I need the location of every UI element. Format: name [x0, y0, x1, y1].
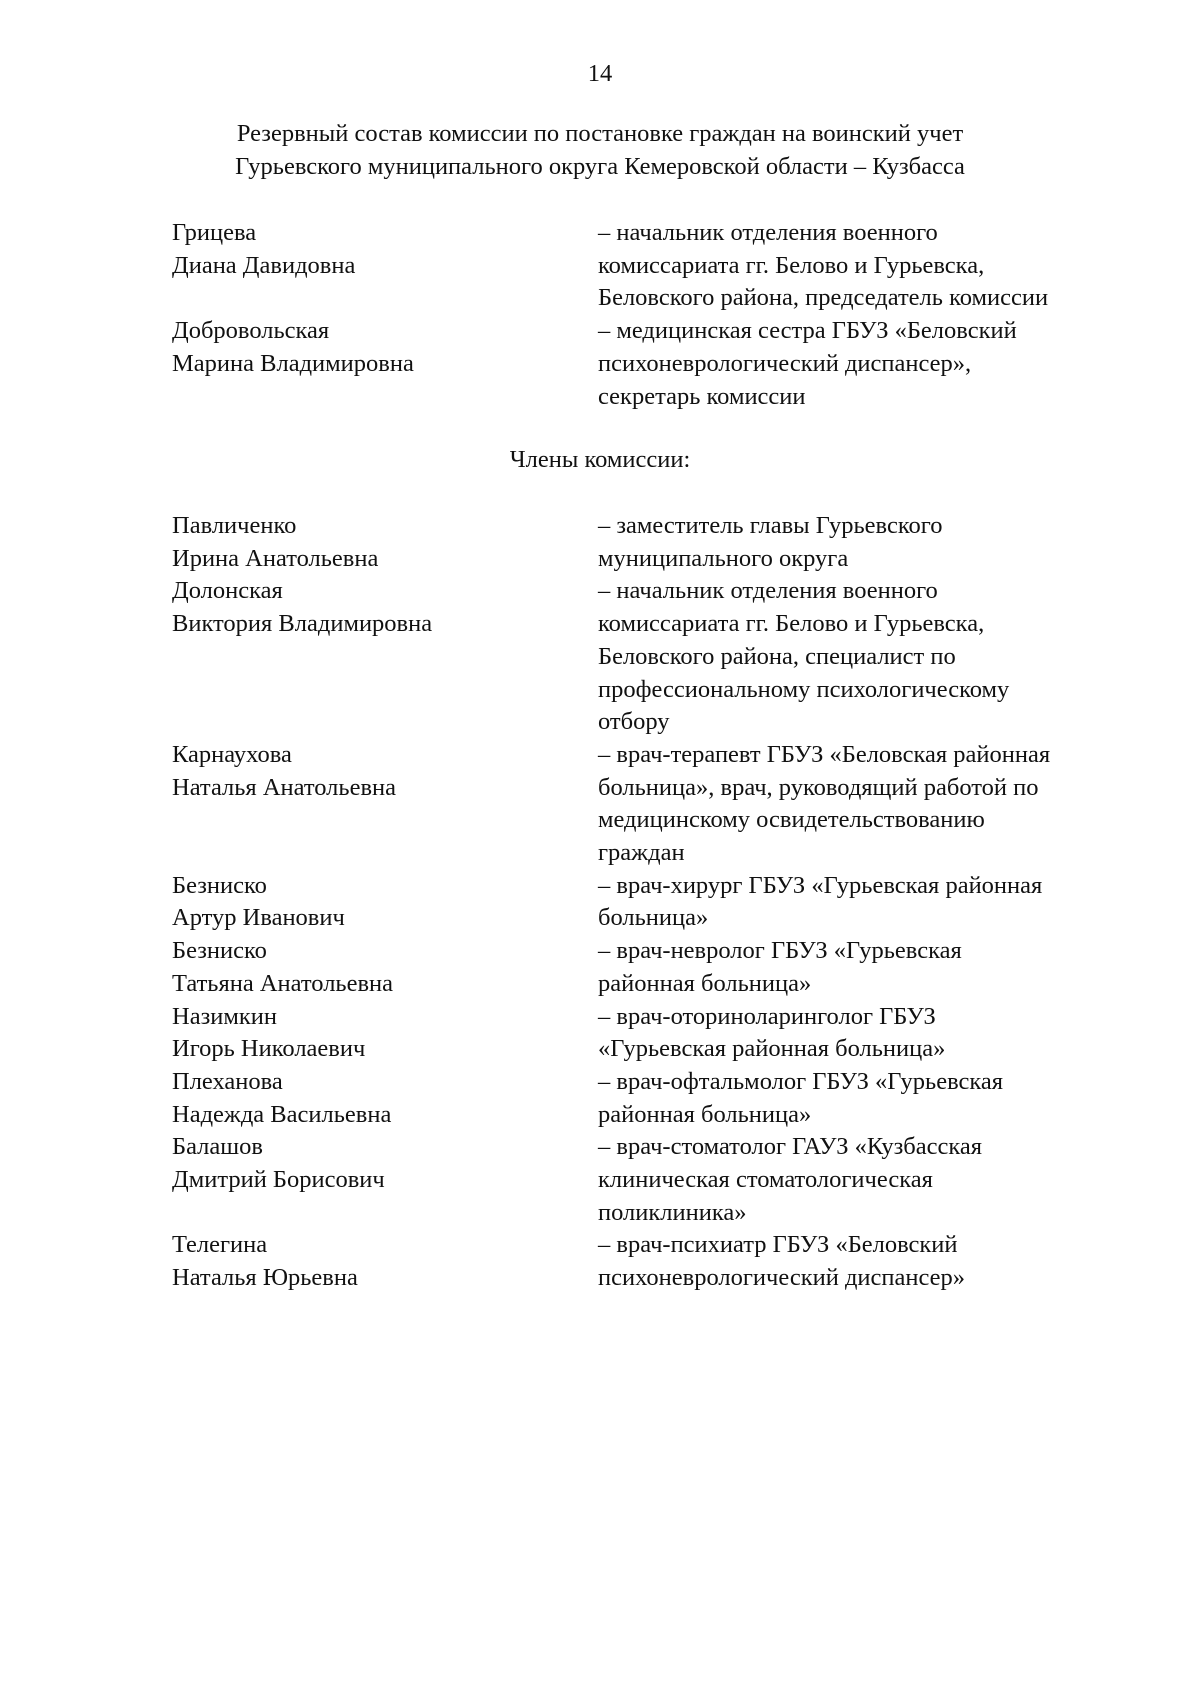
page-number: 14	[587, 60, 613, 87]
person-role	[598, 739, 1158, 870]
role-line: секретарь комиссии	[598, 382, 806, 410]
person-entry	[0, 1001, 1200, 1066]
role-line: муниципального округа	[598, 544, 849, 572]
person-given-name: Татьяна Анатольевна	[172, 969, 394, 997]
role-line: – врач-офтальмолог ГБУЗ «Гурьевская	[598, 1067, 1004, 1095]
person-given-name: Наталья Юрьевна	[172, 1264, 358, 1292]
members-list	[0, 510, 1200, 1295]
person-name	[172, 1066, 592, 1131]
role-line: районная больница»	[598, 969, 812, 997]
person-surname: Плеханова	[172, 1067, 283, 1095]
person-name	[172, 315, 592, 380]
person-role	[598, 870, 1158, 935]
person-surname: Карнаухова	[172, 740, 292, 768]
person-entry	[0, 217, 1200, 315]
person-role	[598, 1066, 1158, 1131]
person-role	[598, 510, 1158, 575]
title-line-2: Гурьевского муниципального округа Кемеровской области – Кузбасса	[235, 152, 965, 180]
person-name	[172, 870, 592, 935]
person-entry	[0, 870, 1200, 935]
person-surname: Безниско	[172, 937, 267, 965]
role-line: поликлиника»	[598, 1198, 747, 1226]
role-line: – врач-психиатр ГБУЗ «Беловский	[598, 1231, 958, 1259]
person-name	[172, 739, 592, 804]
person-given-name: Игорь Николаевич	[172, 1035, 366, 1063]
role-line: – врач-хирург ГБУЗ «Гурьевская районная	[598, 871, 1043, 899]
person-role	[598, 1229, 1158, 1294]
person-surname: Телегина	[172, 1231, 268, 1259]
role-line: комиссариата гг. Белово и Гурьевска,	[598, 610, 985, 638]
person-given-name: Ирина Анатольевна	[172, 544, 379, 572]
person-name	[172, 575, 592, 640]
document-title	[0, 118, 1200, 183]
title-line-1: Резервный состав комиссии по постановке граждан на воинский учет	[236, 120, 964, 147]
person-entry	[0, 935, 1200, 1000]
person-entry	[0, 1229, 1200, 1294]
person-surname: Безниско	[172, 871, 267, 899]
role-line: медицинскому освидетельствованию	[598, 806, 985, 834]
role-line: психоневрологический диспансер»	[598, 1264, 966, 1292]
person-name	[172, 1001, 592, 1066]
person-entry	[0, 510, 1200, 575]
person-role	[598, 217, 1158, 315]
person-role	[598, 575, 1158, 739]
person-given-name: Дмитрий Борисович	[172, 1166, 385, 1194]
person-role	[598, 1131, 1158, 1229]
role-line: психоневрологический диспансер»,	[598, 349, 972, 377]
person-role	[598, 315, 1158, 413]
person-name	[172, 1131, 592, 1196]
person-role	[598, 1001, 1158, 1066]
person-given-name: Виктория Владимировна	[172, 610, 433, 638]
person-entry	[0, 575, 1200, 739]
role-line: Беловского района, председатель комиссии	[598, 284, 1049, 312]
role-line: «Гурьевская районная больница»	[598, 1035, 946, 1063]
person-surname: Долонская	[172, 577, 283, 605]
role-line: больница»	[598, 904, 709, 932]
person-surname: Назимкин	[172, 1002, 277, 1030]
role-line: районная больница»	[598, 1100, 812, 1128]
role-line: – начальник отделения военного	[598, 219, 938, 246]
person-name	[172, 510, 592, 575]
person-entry	[0, 315, 1200, 413]
role-line: – начальник отделения военного	[598, 577, 938, 605]
person-given-name: Диана Давидовна	[172, 251, 356, 279]
person-entry	[0, 1066, 1200, 1131]
members-heading: Члены комиссии:	[509, 446, 691, 473]
person-name	[172, 935, 592, 1000]
role-line: – врач-невролог ГБУЗ «Гурьевская	[598, 937, 962, 965]
person-entry	[0, 1131, 1200, 1229]
person-role	[598, 935, 1158, 1000]
person-given-name: Надежда Васильевна	[172, 1100, 392, 1128]
role-line: отбору	[598, 708, 670, 736]
role-line: клиническая стоматологическая	[598, 1166, 933, 1194]
role-line: – врач-оториноларинголог ГБУЗ	[598, 1002, 936, 1030]
role-line: граждан	[598, 839, 685, 867]
person-surname: Павличенко	[172, 512, 297, 539]
person-name	[172, 217, 592, 282]
person-surname: Балашов	[172, 1133, 263, 1161]
role-line: больница», врач, руководящий работой по	[598, 773, 1039, 801]
person-surname: Грицева	[172, 219, 257, 246]
person-given-name: Марина Владимировна	[172, 349, 414, 377]
person-name	[172, 1229, 592, 1294]
role-line: – врач-терапевт ГБУЗ «Беловская районная	[598, 740, 1051, 768]
role-line: – заместитель главы Гурьевского	[598, 512, 943, 539]
role-line: комиссариата гг. Белово и Гурьевска,	[598, 251, 985, 279]
role-line: профессиональному психологическому	[598, 675, 1010, 703]
person-given-name: Наталья Анатольевна	[172, 773, 397, 801]
person-surname: Добровольская	[172, 317, 330, 345]
leadership-list	[0, 217, 1200, 413]
role-line: – врач-стоматолог ГАУЗ «Кузбасская	[598, 1133, 983, 1161]
role-line: Беловского района, специалист по	[598, 642, 956, 670]
person-given-name: Артур Иванович	[172, 904, 345, 932]
role-line: – медицинская сестра ГБУЗ «Беловский	[598, 317, 1017, 345]
person-entry	[0, 739, 1200, 870]
